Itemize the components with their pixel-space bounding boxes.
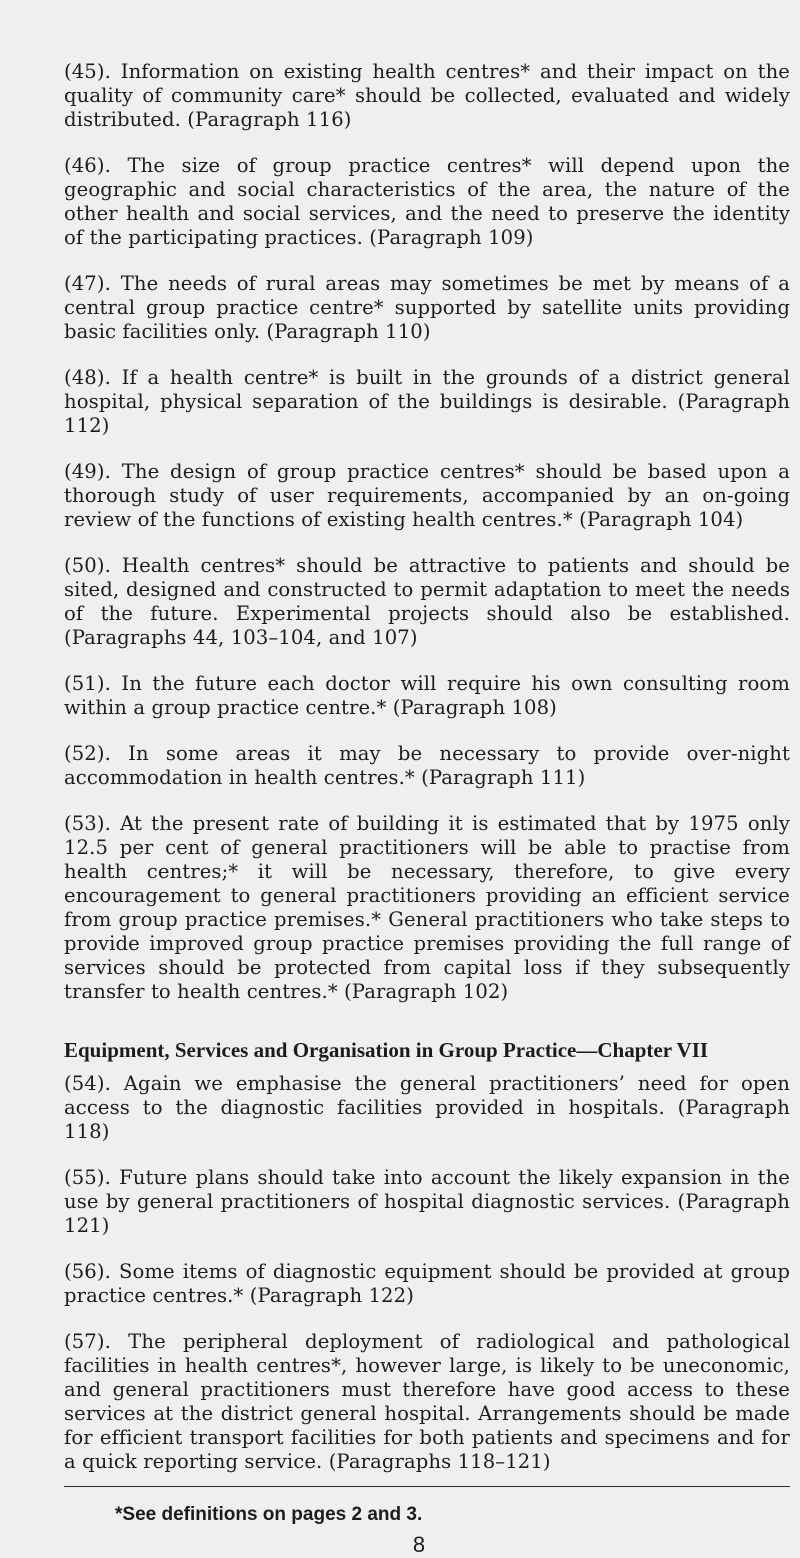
paragraph-46: (46). The size of group practice centres* will depend upon the geographic and social characteristics of the area, the nature of the other health and social services, and the need to preserve the identity of the participating practices. (Paragraph 109): [64, 154, 790, 249]
paragraph-45: (45). Information on existing health centres* and their impact on the quality of community care* should be collected, evaluated and widely distributed. (Paragraph 116): [64, 60, 790, 131]
paragraph-51: (51). In the future each doctor will require his own consulting room within a group practice centre.* (Paragraph 108): [64, 672, 790, 719]
paragraph-50: (50). Health centres* should be attractive to patients and should be sited, designed and constructed to permit adaptation to meet the needs of the future. Experimental projects should also be established. (Paragraphs 44, 103–104, and 107): [64, 554, 790, 649]
paragraph-54: (54). Again we emphasise the general practitioners’ need for open access to the diagnostic facilities provided in hospitals. (Paragraph 118): [64, 1072, 790, 1143]
document-page: [64, 60, 790, 1558]
paragraph-47: (47). The needs of rural areas may sometimes be met by means of a central group practice centre* supported by satellite units providing basic facilities only. (Paragraph 110): [64, 272, 790, 343]
section-heading: Equipment, Services and Organisation in Group Practice—Chapter VII: [64, 1038, 709, 1062]
paragraph-53: (53). At the present rate of building it is estimated that by 1975 only 12.5 per cent of general practitioners will be able to practise from health centres;* it will be necessary, therefore, to give every encouragement to general practitioners providing an efficient service from group practice premises.* General practitioners who take steps to provide improved group practice premises providing the full range of services should be protected from capital loss if they subsequently transfer to health centres.* (Paragraph 102): [64, 812, 790, 1003]
paragraph-56: (56). Some items of diagnostic equipment should be provided at group practice centres.* (Paragraph 122): [64, 1260, 790, 1307]
footnote: *See definitions on pages 2 and 3.: [115, 1504, 423, 1525]
paragraph-55: (55). Future plans should take into account the likely expansion in the use by general practitioners of hospital diagnostic services. (Paragraph 121): [64, 1166, 790, 1237]
paragraph-49: (49). The design of group practice centres* should be based upon a thorough study of user requirements, accompanied by an on-going review of the functions of existing health centres.* (Paragraph 104): [64, 460, 790, 531]
paragraph-52: (52). In some areas it may be necessary to provide over-night accommodation in health centres.* (Paragraph 111): [64, 742, 790, 789]
page-number: 8: [412, 1532, 426, 1557]
paragraph-48: (48). If a health centre* is built in the grounds of a district general hospital, physical separation of the buildings is desirable. (Paragraph 112): [64, 366, 790, 437]
footnote-divider: [64, 1486, 790, 1487]
paragraph-57: (57). The peripheral deployment of radiological and pathological facilities in health centres*, however large, is likely to be uneconomic, and general practitioners must therefore have good access to these services at the district general hospital. Arrangements should be made for efficient transport facilities for both patients and specimens and for a quick reporting service. (Paragraphs 118–121): [64, 1330, 790, 1473]
